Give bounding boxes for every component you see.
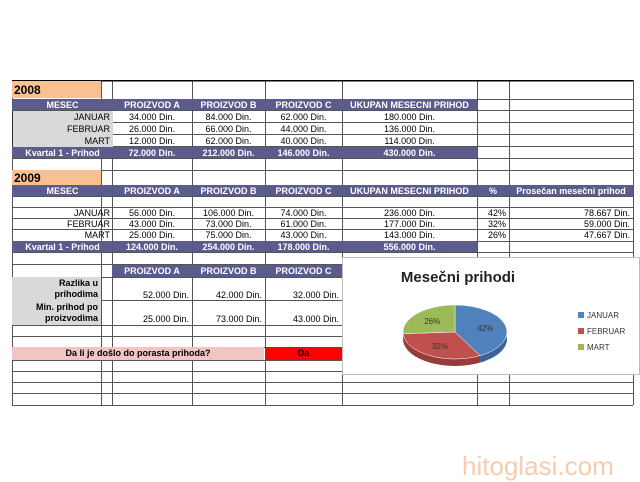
cell-2009-r0-c1[interactable]: 56.000 Din. bbox=[128, 208, 176, 218]
header-2008-3[interactable]: PROIZVOD C bbox=[265, 99, 342, 110]
total-2008-c3[interactable]: 146.000 Din. bbox=[265, 147, 342, 158]
header-2009-0[interactable]: MESEC bbox=[12, 185, 113, 196]
legend-label-mart: MART bbox=[587, 343, 610, 352]
legend-item-februar bbox=[587, 327, 625, 336]
diff-header-1[interactable]: PROIZVOD B bbox=[192, 265, 265, 277]
header-2009-4[interactable]: UKUPAN MESECNI PRIHOD bbox=[342, 185, 477, 196]
header-2008-0[interactable]: MESEC bbox=[12, 99, 113, 110]
cell-2009-r1-c3[interactable]: 61.000 Din. bbox=[280, 219, 327, 229]
cell-2009-r2-c4[interactable]: 143.000 Din. bbox=[383, 230, 436, 240]
cell-2009-r0-c5[interactable]: 42% bbox=[487, 208, 506, 218]
cell-2009-r2-c3[interactable]: 43.000 Din. bbox=[280, 230, 327, 240]
razlika-label[interactable] bbox=[12, 277, 101, 300]
header-2009-3[interactable]: PROIZVOD C bbox=[265, 185, 342, 196]
cell-2008-r2-c1[interactable]: 12.000 Din. bbox=[128, 136, 176, 146]
header-2009-6[interactable]: Prosečan mesečni prihod bbox=[509, 185, 633, 196]
razlika-value-1[interactable]: 42.000 Din. bbox=[215, 290, 262, 300]
cell-2009-r0-c3[interactable]: 74.000 Din. bbox=[280, 208, 327, 218]
cell-2009-r1-c0[interactable]: FEBRUAR bbox=[66, 219, 110, 229]
razlika-label-line1: Razlika u bbox=[58, 278, 98, 288]
cell-2008-r1-c2[interactable]: 66.000 Din. bbox=[205, 124, 252, 134]
razlika-value-2[interactable]: 32.000 Din. bbox=[292, 290, 339, 300]
watermark: hitoglasi.com bbox=[462, 451, 614, 481]
pie-label-januar: 42% bbox=[477, 323, 494, 333]
header-2009-2[interactable]: PROIZVOD B bbox=[192, 185, 265, 196]
total-2009-c1[interactable]: 124.000 Din. bbox=[112, 241, 192, 252]
cell-2009-r2-c0[interactable]: MART bbox=[84, 230, 110, 240]
year-2009-cell[interactable]: 2009 bbox=[12, 170, 101, 186]
cell-2009-r0-c4[interactable]: 236.000 Din. bbox=[383, 208, 436, 218]
cell-2008-r2-c0[interactable]: MART bbox=[12, 135, 113, 147]
cell-2009-r0-c0[interactable]: JANUAR bbox=[73, 208, 110, 218]
legend-item-mart bbox=[587, 343, 610, 352]
cell-2008-r0-c3[interactable]: 62.000 Din. bbox=[280, 112, 327, 122]
cell-2008-r1-c1[interactable]: 26.000 Din. bbox=[128, 124, 176, 134]
min-label-line1: Min. prihod po bbox=[36, 302, 98, 312]
pie-label-februar: 32% bbox=[431, 342, 448, 352]
cell-2009-r2-c6[interactable]: 47.667 Din. bbox=[583, 230, 630, 240]
cell-2009-r1-c5[interactable]: 32% bbox=[487, 219, 506, 229]
total-2009-c4[interactable]: 556.000 Din. bbox=[342, 241, 477, 252]
cell-2009-r0-c2[interactable]: 106.000 Din. bbox=[202, 208, 255, 218]
cell-2009-r2-c5[interactable]: 26% bbox=[487, 230, 506, 240]
cell-2008-r0-c2[interactable]: 84.000 Din. bbox=[205, 112, 252, 122]
cell-2008-r0-c1[interactable]: 34.000 Din. bbox=[128, 112, 176, 122]
cell-2008-r0-c4[interactable]: 180.000 Din. bbox=[383, 112, 436, 122]
pie-chart[interactable] bbox=[342, 257, 640, 375]
razlika-label-line2: prihodima bbox=[54, 289, 98, 299]
header-2008-4[interactable]: UKUPAN MESECNI PRIHOD bbox=[342, 99, 477, 110]
diff-header-0[interactable]: PROIZVOD A bbox=[112, 265, 192, 277]
pie-plot bbox=[343, 258, 573, 376]
min-value-2[interactable]: 43.000 Din. bbox=[292, 314, 339, 324]
legend-label-januar: JANUAR bbox=[587, 311, 620, 320]
question-cell[interactable]: Da li je došlo do porasta prihoda? bbox=[12, 347, 264, 360]
header-2009-5[interactable]: % bbox=[477, 185, 509, 196]
cell-2009-r1-c4[interactable]: 177.000 Din. bbox=[383, 219, 436, 229]
header-2009-1[interactable]: PROIZVOD A bbox=[112, 185, 192, 196]
cell-2009-r1-c1[interactable]: 43.000 Din. bbox=[128, 219, 176, 229]
cell-2009-r1-c6[interactable]: 59.000 Din. bbox=[583, 219, 630, 229]
header-2008-1[interactable]: PROIZVOD A bbox=[112, 99, 192, 110]
cell-2008-r2-c3[interactable]: 40.000 Din. bbox=[280, 136, 327, 146]
total-2009-c3[interactable]: 178.000 Din. bbox=[265, 241, 342, 252]
cell-2008-r1-c3[interactable]: 44.000 Din. bbox=[280, 124, 327, 134]
min-label[interactable] bbox=[12, 300, 101, 325]
cell-2009-r0-c6[interactable]: 78.667 Din. bbox=[583, 208, 630, 218]
diff-header-2[interactable]: PROIZVOD C bbox=[265, 265, 342, 277]
cell-2008-r1-c4[interactable]: 136.000 Din. bbox=[383, 124, 436, 134]
cell-2009-r1-c2[interactable]: 73.000 Din. bbox=[205, 219, 252, 229]
razlika-value-0[interactable]: 52.000 Din. bbox=[142, 290, 189, 300]
min-value-0[interactable]: 25.000 Din. bbox=[142, 314, 189, 324]
total-2009-c0[interactable]: Kvartal 1 - Prihod bbox=[12, 241, 113, 252]
legend-swatch-februar bbox=[578, 328, 584, 334]
total-2008-c1[interactable]: 72.000 Din. bbox=[112, 147, 192, 158]
total-2008-c4[interactable]: 430.000 Din. bbox=[342, 147, 477, 158]
year-2008-cell[interactable]: 2008 bbox=[12, 81, 101, 98]
cell-2008-r2-c4[interactable]: 114.000 Din. bbox=[384, 136, 435, 146]
cell-2008-r1-c0[interactable]: FEBRUAR bbox=[12, 123, 113, 135]
total-2008-c0[interactable]: Kvartal 1 - Prihod bbox=[12, 147, 113, 158]
cell-2009-r2-c2[interactable]: 75.000 Din. bbox=[205, 230, 252, 240]
cell-2008-r0-c0[interactable]: JANUAR bbox=[12, 111, 113, 123]
min-label-line2: proizvodima bbox=[44, 313, 98, 323]
total-2009-c2[interactable]: 254.000 Din. bbox=[192, 241, 265, 252]
cell-2009-r2-c1[interactable]: 25.000 Din. bbox=[128, 230, 176, 240]
legend-label-februar: FEBRUAR bbox=[587, 327, 626, 336]
min-value-1[interactable]: 73.000 Din. bbox=[215, 314, 262, 324]
answer-cell[interactable]: Da bbox=[265, 347, 342, 360]
legend-swatch-januar bbox=[578, 312, 584, 318]
chart-title: Mesečni prihodi bbox=[400, 269, 516, 286]
legend-swatch-mart bbox=[578, 344, 584, 350]
cell-2008-r2-c2[interactable]: 62.000 Din. bbox=[205, 136, 252, 146]
total-2008-c2[interactable]: 212.000 Din. bbox=[192, 147, 265, 158]
legend-item-januar bbox=[587, 311, 619, 320]
header-2008-2[interactable]: PROIZVOD B bbox=[192, 99, 265, 110]
pie-label-mart: 26% bbox=[424, 316, 441, 326]
